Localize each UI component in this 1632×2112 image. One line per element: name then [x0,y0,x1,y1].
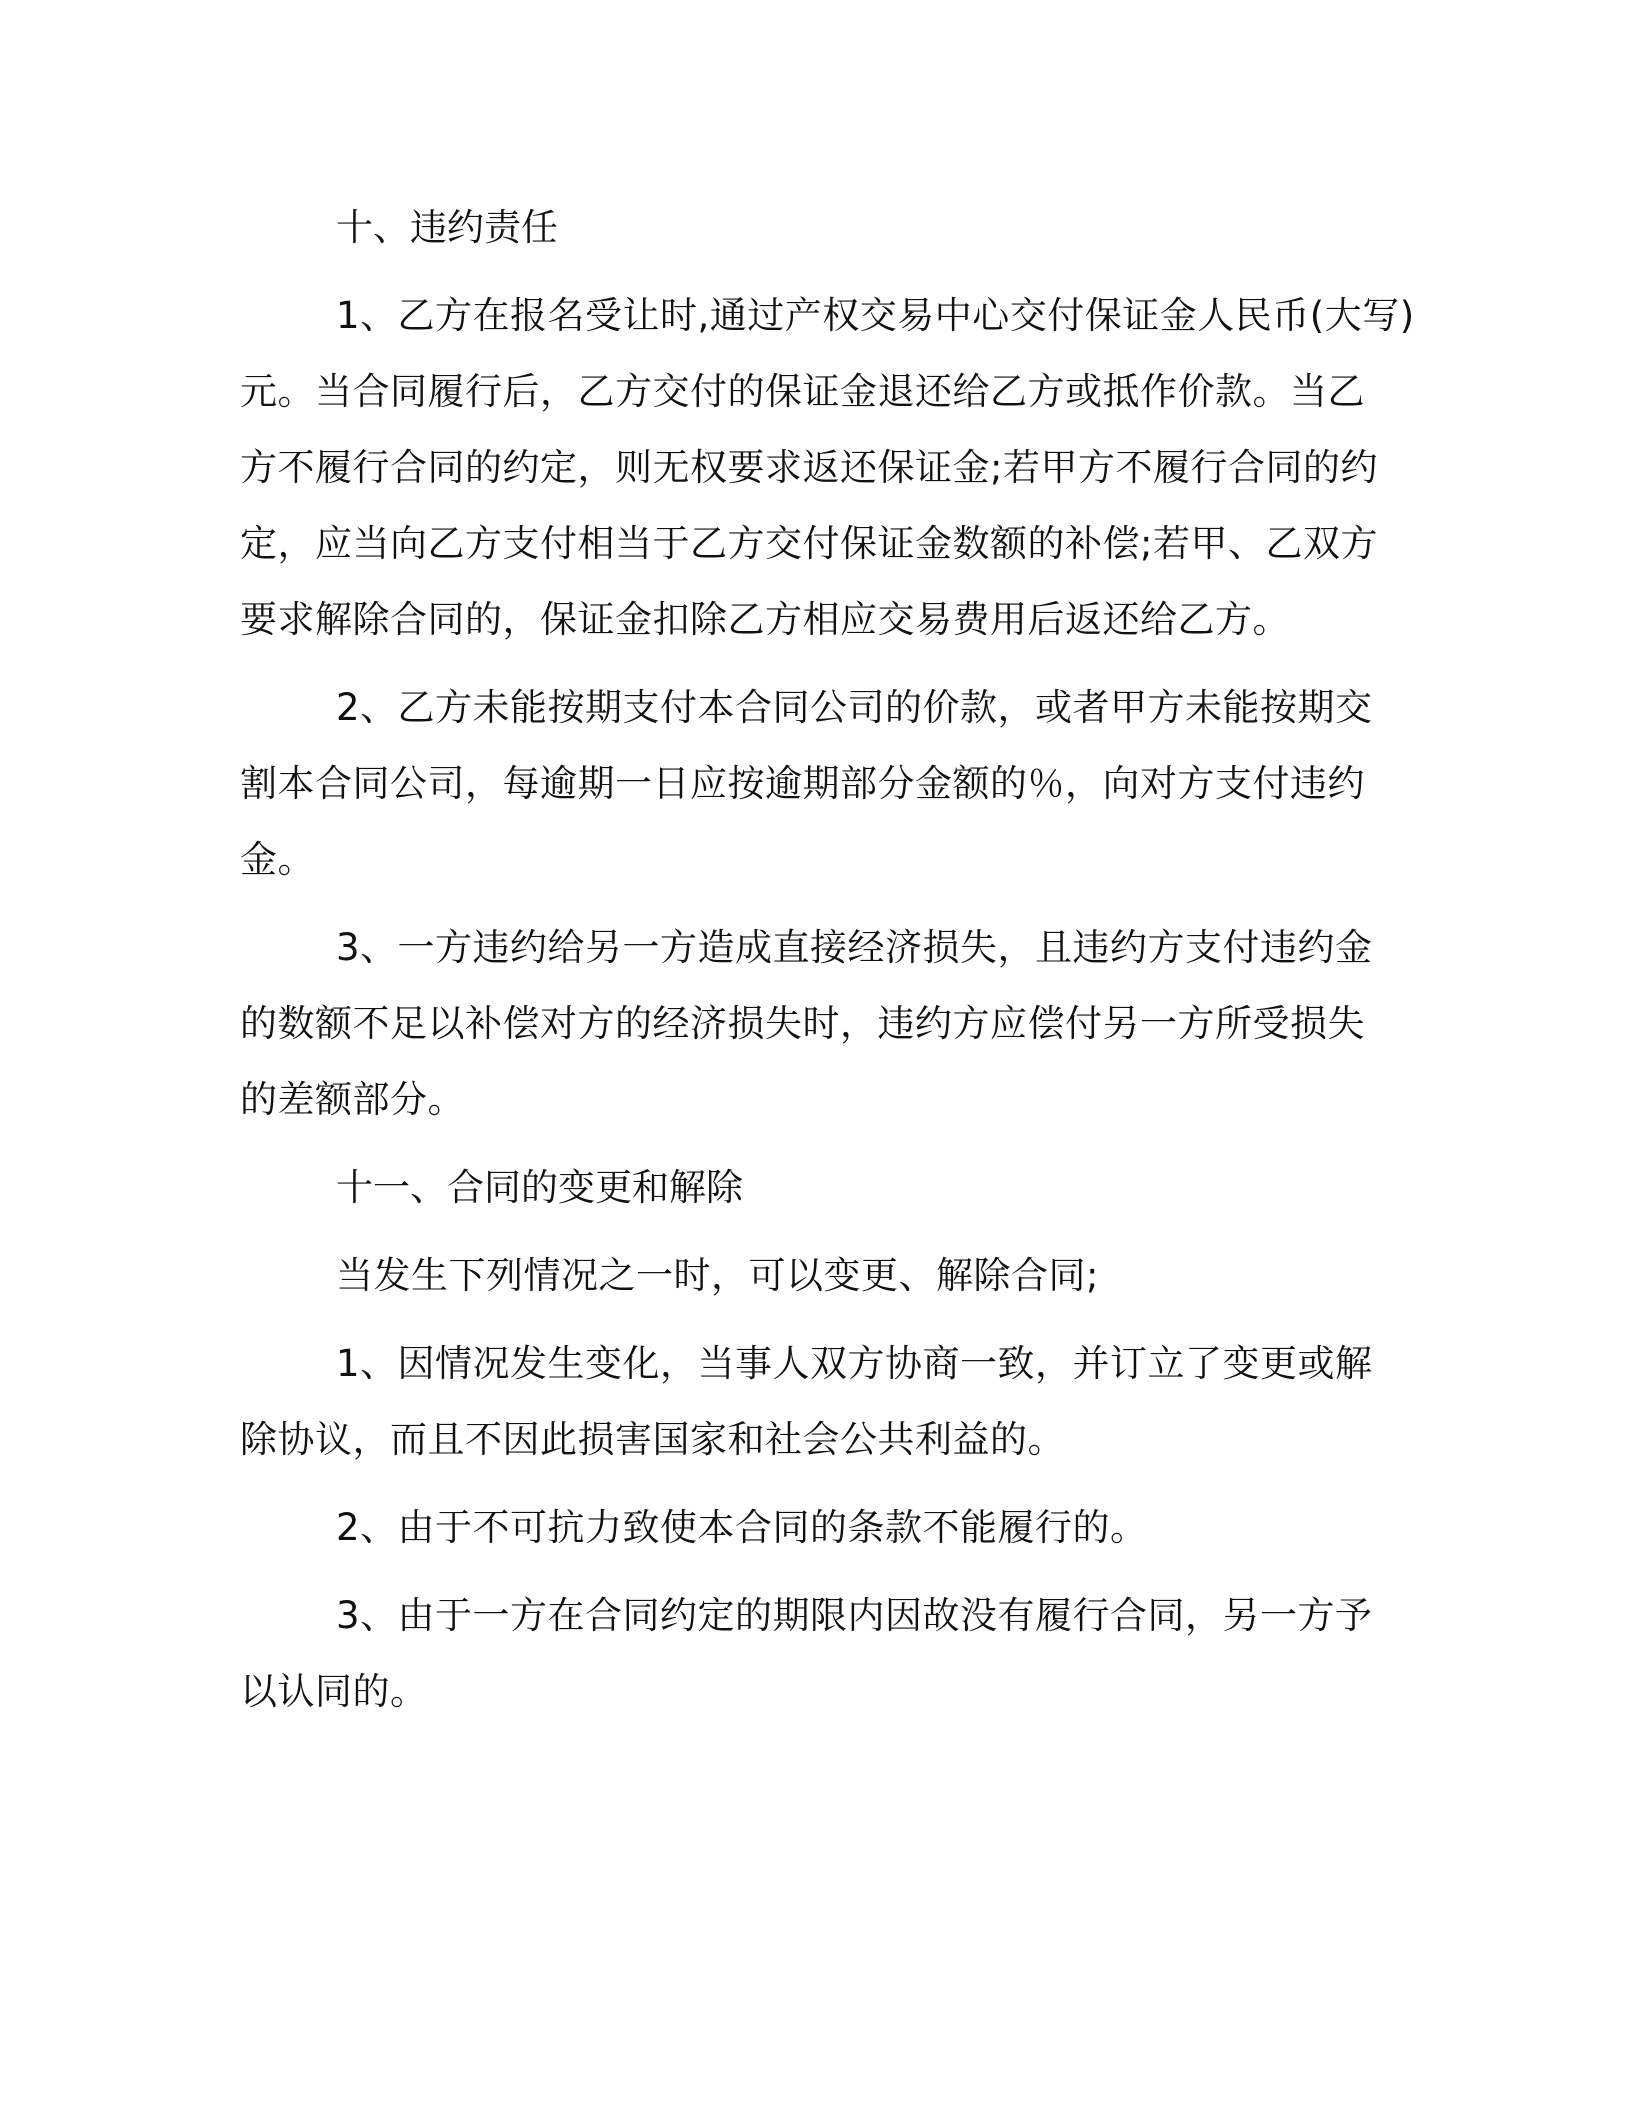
paragraph-line: 1、因情况发生变化，当事人双方协商一致，并订立了变更或解 [336,1342,1373,1385]
paragraph-line: 割本合同公司，每逾期一日应按逾期部分金额的％，向对方支付违约 [240,762,1365,805]
paragraph [240,670,1400,898]
paragraph-line: 以认同的。 [240,1670,428,1713]
paragraph [240,278,1415,658]
section-heading [240,190,1400,266]
paragraph [240,1238,1400,1314]
document-body [240,190,1415,1742]
paragraph-line: 方不履行合同的约定，则无权要求返还保证金;若甲方不履行合同的约 [240,446,1378,489]
paragraph-line: 的差额部分。 [240,1078,465,1121]
section-heading-text: 十一、合同的变更和解除 [336,1166,743,1209]
paragraph [240,1578,1400,1730]
paragraph-line: 1、乙方在报名受让时,通过产权交易中心交付保证金人民币(大写) [336,294,1415,337]
paragraph-line: 元。当合同履行后，乙方交付的保证金退还给乙方或抵作价款。当乙 [240,370,1365,413]
paragraph-line: 3、由于一方在合同约定的期限内因故没有履行合同，另一方予 [336,1594,1373,1637]
paragraph [240,910,1400,1138]
paragraph-line: 的数额不足以补偿对方的经济损失时，违约方应偿付另一方所受损失 [240,1002,1365,1045]
paragraph-line: 定，应当向乙方支付相当于乙方交付保证金数额的补偿;若甲、乙双方 [240,522,1378,565]
paragraph-line: 2、乙方未能按期支付本合同公司的价款，或者甲方未能按期交 [336,686,1373,729]
section-heading-text: 十、违约责任 [336,206,558,249]
paragraph-line: 金。 [240,838,315,881]
paragraph-line: 要求解除合同的，保证金扣除乙方相应交易费用后返还给乙方。 [240,598,1290,641]
paragraph [240,1490,1400,1566]
paragraph-line: 当发生下列情况之一时，可以变更、解除合同; [336,1254,1099,1297]
paragraph-line: 2、由于不可抗力致使本合同的条款不能履行的。 [336,1506,1148,1549]
paragraph [240,1326,1400,1478]
paragraph-line: 除协议，而且不因此损害国家和社会公共利益的。 [240,1418,1065,1461]
section-heading [240,1150,1400,1226]
paragraph-line: 3、一方违约给另一方造成直接经济损失，且违约方支付违约金 [336,926,1373,969]
